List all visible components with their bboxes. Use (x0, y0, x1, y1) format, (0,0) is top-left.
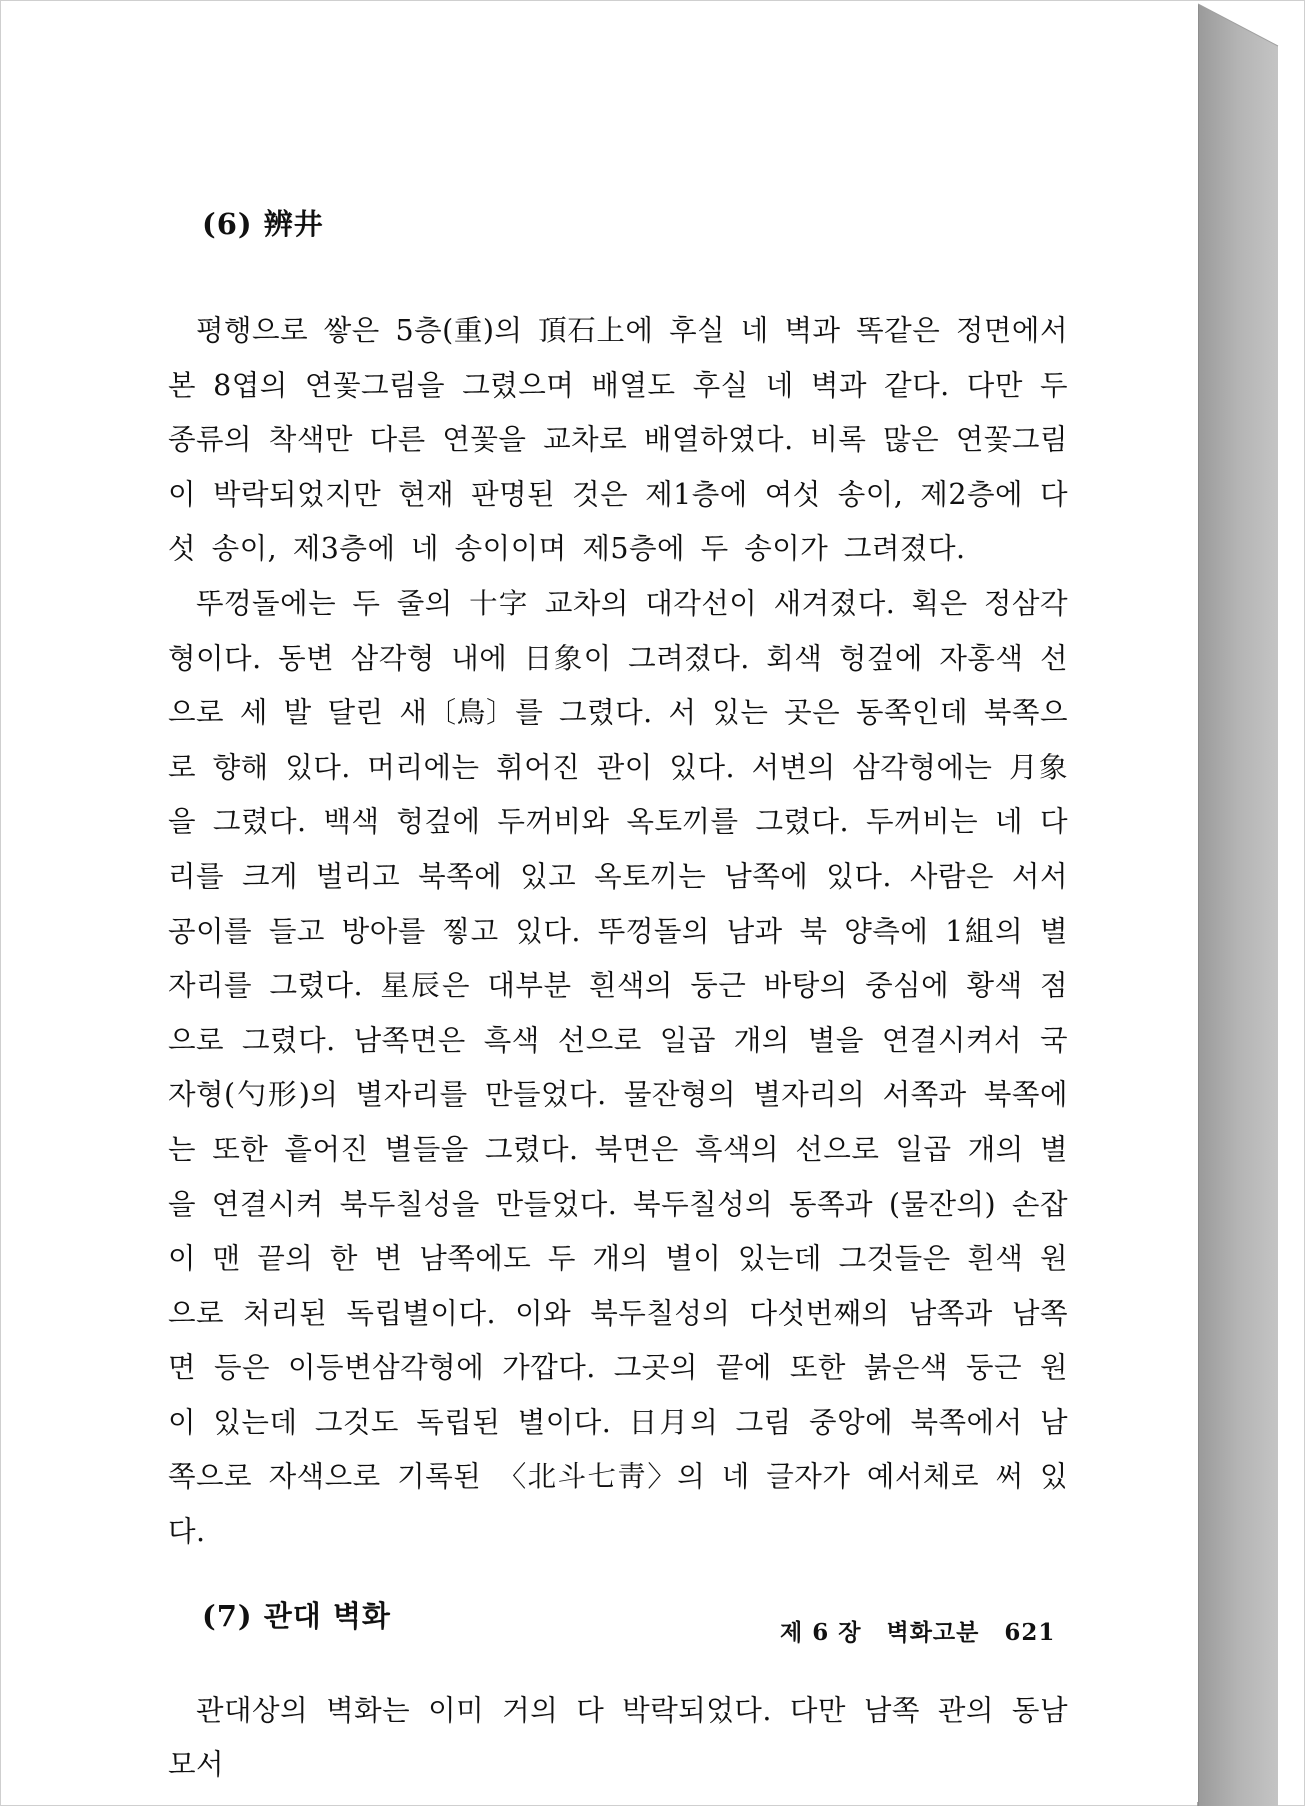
section-7-paragraph-1: 관대상의 벽화는 이미 거의 다 박락되었다. 다만 남쪽 관의 동남 모서 (168, 1693, 1068, 1782)
page-number: 621 (1004, 1619, 1056, 1646)
page-content (168, 200, 1068, 1793)
footer-chapter: 제 6 장 (780, 1619, 862, 1646)
footer-chapter-title: 벽화고분 (886, 1619, 980, 1646)
section-6-paragraph-2: 뚜껑돌에는 두 줄의 十字 교차의 대각선이 새겨졌다. 획은 정삼각형이다. 동변 삼각형 내에 日象이 그려졌다. 회색 헝겊에 자홍색 선으로 세 발 달린 새〔鳥〕를 그렸다. 서 있는 곳은 동쪽인데 북쪽으로 향해 있다. 머리에는 휘어진 관이 있다. 서변의 삼각형에는 月象을 그렸다. 백색 헝겊에 두꺼비와 옥토끼를 그렸다. 두꺼비는 네 다리를 크게 벌리고 북쪽에 있고 옥토끼는 남쪽에 있다. 사람은 서서 공이를 들고 방아를 찧고 있다. 뚜껑돌의 남과 북 양측에 1組의 별자리를 그렸다. 星辰은 대부분 흰색의 둥근 바탕의 중심에 황색 점으로 그렸다. 남쪽면은 흑색 선으로 일곱 개의 별을 연결시켜서 국자형(勺形)의 별자리를 만들었다. 물잔형의 별자리의 서쪽과 북쪽에는 또한 흩어진 별들을 그렸다. 북면은 흑색의 선으로 일곱 개의 별을 연결시켜 북두칠성을 만들었다. 북두칠성의 동쪽과 (물잔의) 손잡이 맨 끝의 한 변 남쪽에도 두 개의 별이 있는데 그것들은 흰색 원으로 처리된 독립별이다. 이와 북두칠성의 다섯번째의 남쪽과 남쪽면 등은 이등변삼각형에 가깝다. 그곳의 끝에 또한 붉은색 둥근 원이 있는데 그것도 독립된 별이다. 日月의 그림 중앙에 북쪽에서 남쪽으로 자색으로 기록된 〈北斗七靑〉의 네 글자가 예서체로 써 있다. (168, 586, 1068, 1549)
section-7-heading: (7) 관대 벽화 (202, 1598, 391, 1633)
page-footer (780, 1614, 1055, 1647)
section-6-heading: (6) 辨井 (202, 207, 324, 241)
section-6-paragraph-1: 평행으로 쌓은 5층(重)의 頂石上에 후실 네 벽과 똑같은 정면에서 본 8엽의 연꽃그림을 그렸으며 배열도 후실 네 벽과 같다. 다만 두 종류의 착색만 다른 연꽃을 교차로 배열하였다. 비록 많은 연꽃그림이 박락되었지만 현재 판명된 것은 제1층에 여섯 송이, 제2층에 다섯 송이, 제3층에 네 송이이며 제5층에 두 송이가 그려졌다. (168, 314, 1068, 566)
